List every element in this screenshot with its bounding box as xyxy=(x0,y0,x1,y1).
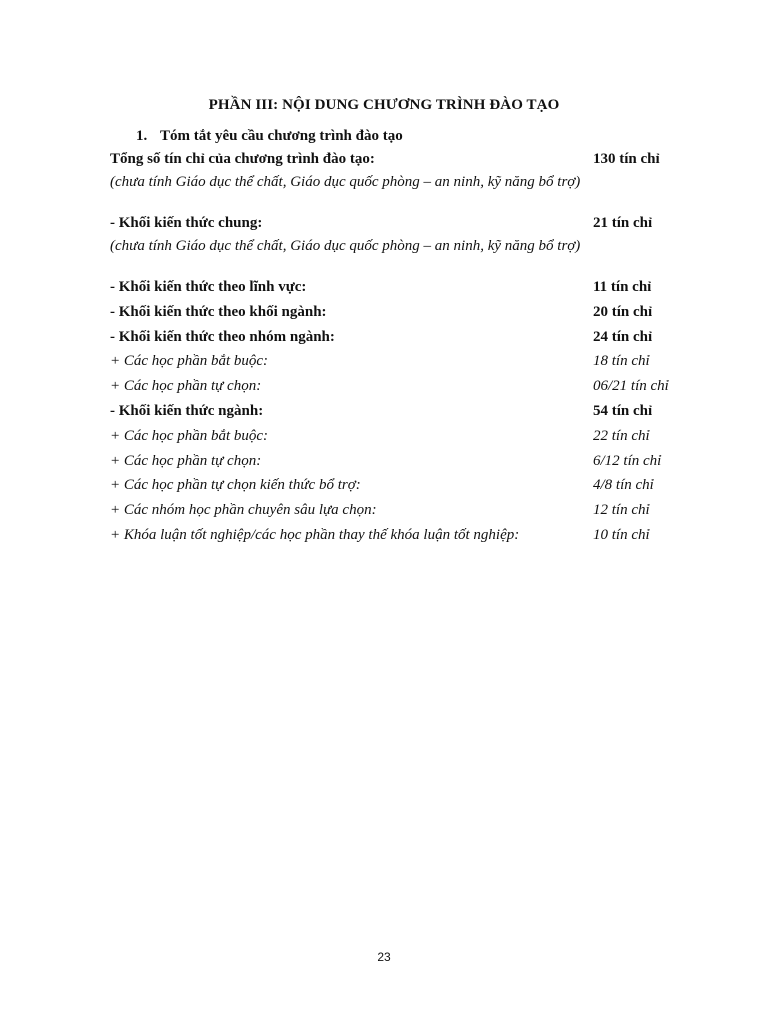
credit-item-label: - Khối kiến thức ngành: xyxy=(110,402,264,419)
total-credits-label: Tổng số tín chỉ của chương trình đào tạo: xyxy=(110,151,375,167)
credit-item-list xyxy=(110,279,710,552)
total-credits-value: 130 tín chỉ xyxy=(593,151,660,167)
credit-item-label: + Các học phần tự chọn kiến thức bổ trợ: xyxy=(110,477,361,494)
general-knowledge-value: 21 tín chỉ xyxy=(593,215,653,231)
credit-item-value: 24 tín chỉ xyxy=(593,328,653,345)
credit-item-row xyxy=(110,353,710,378)
credit-item-label: + Các học phần tự chọn: xyxy=(110,452,262,469)
general-knowledge-note: (chưa tính Giáo dục thể chất, Giáo dục quốc phòng – an ninh, kỹ năng bổ trợ) xyxy=(110,238,581,254)
credit-item-label: + Các nhóm học phần chuyên sâu lựa chọn: xyxy=(110,502,377,519)
credit-item-label: - Khối kiến thức theo lĩnh vực: xyxy=(110,279,307,295)
credit-item-value: 12 tín chỉ xyxy=(593,502,650,519)
section-heading xyxy=(136,128,403,145)
credit-item-value: 06/21 tín chỉ xyxy=(593,378,669,395)
credit-item-value: 11 tín chỉ xyxy=(593,279,652,295)
credit-item-label: - Khối kiến thức theo nhóm ngành: xyxy=(110,328,335,345)
section-number: 1. xyxy=(136,128,148,144)
credit-item-row xyxy=(110,304,710,329)
credit-item-value: 54 tín chỉ xyxy=(593,402,653,419)
credit-item-value: 10 tín chỉ xyxy=(593,526,650,543)
credit-item-value: 22 tín chỉ xyxy=(593,427,650,444)
credit-item-label: + Các học phần bắt buộc: xyxy=(110,353,269,370)
credit-item-row xyxy=(110,453,710,478)
credit-item-row xyxy=(110,502,710,527)
credit-item-row xyxy=(110,428,710,453)
credit-item-value: 4/8 tín chỉ xyxy=(593,477,654,494)
credit-item-value: 6/12 tín chỉ xyxy=(593,452,662,469)
credit-item-row xyxy=(110,279,710,304)
credit-item-value: 18 tín chỉ xyxy=(593,353,650,370)
credit-item-label: + Các học phần tự chọn: xyxy=(110,378,262,395)
credit-item-value: 20 tín chỉ xyxy=(593,303,653,320)
credit-summary xyxy=(110,151,710,552)
credit-item-label: + Khóa luận tốt nghiệp/các học phần thay thế khóa luận tốt nghiệp: xyxy=(110,526,520,543)
credit-item-row xyxy=(110,403,710,428)
page-title: PHẦN III: NỘI DUNG CHƯƠNG TRÌNH ĐÀO TẠO xyxy=(208,97,560,113)
credit-item-label: + Các học phần bắt buộc: xyxy=(110,427,269,444)
page-number: 23 xyxy=(377,950,391,964)
general-knowledge-label: - Khối kiến thức chung: xyxy=(110,215,263,231)
total-credits-row xyxy=(110,151,710,173)
general-knowledge-row xyxy=(110,215,710,237)
credit-item-row xyxy=(110,378,710,403)
credit-item-row xyxy=(110,477,710,502)
section-heading-text: Tóm tắt yêu cầu chương trình đào tạo xyxy=(160,128,403,144)
credit-item-row xyxy=(110,329,710,354)
total-credits-note: (chưa tính Giáo dục thể chất, Giáo dục quốc phòng – an ninh, kỹ năng bổ trợ) xyxy=(110,174,581,190)
credit-item-label: - Khối kiến thức theo khối ngành: xyxy=(110,303,327,320)
credit-item-row xyxy=(110,527,710,552)
